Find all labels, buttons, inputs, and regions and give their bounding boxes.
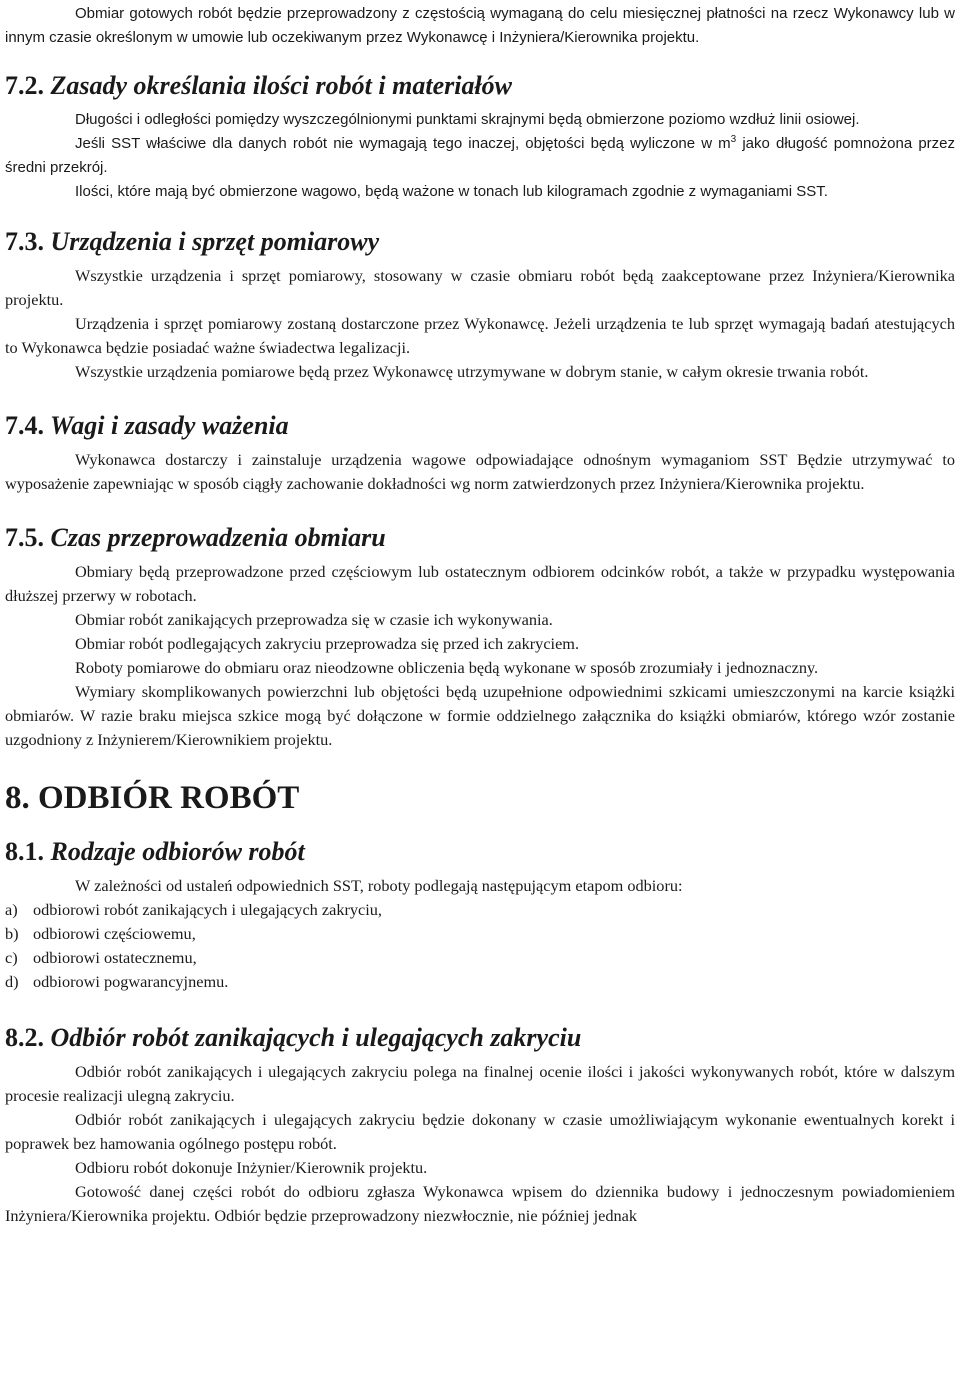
section-7-3-heading: [5, 226, 955, 258]
section-number: 7.3.: [5, 227, 44, 256]
paragraph: Odbioru robót dokonuje Inżynier/Kierownik projektu.: [75, 1158, 428, 1177]
section-title: Urządzenia i sprzęt pomiarowy: [50, 227, 380, 256]
stage-list: [5, 898, 955, 994]
section-7-2-heading: [5, 70, 955, 102]
paragraph-text: Jeśli SST właściwe dla danych robót nie wymagają tego inaczej, objętości będą wyliczone w m: [75, 135, 731, 152]
paragraph: Wykonawca dostarczy i zainstaluje urządzenia wagowe odpowiadające odnośnym wymaganiom SST Będzie utrzymywać to wyposażenie zapewniając w sposób ciągły zachowanie dokładności wg norm zatwierdzonych przez Inżyniera/Kierownika projektu.: [5, 450, 955, 493]
section-number: 7.4.: [5, 411, 44, 440]
paragraph: Obmiar robót podlegających zakryciu przeprowadza się przed ich zakryciem.: [75, 634, 580, 653]
list-label: b): [5, 924, 19, 943]
list-item: [5, 922, 955, 946]
paragraph: Wymiary skomplikowanych powierzchni lub objętości będą uzupełnione odpowiednimi szkicami umieszczonymi na karcie książki obmiarów. W razie braku miejsca szkice mogą być dołączone w formie oddzielnego załącznika do książki obmiarów, którego wzór zostanie uzgodniony z Inżynierem/Kierownikiem projektu.: [5, 682, 955, 749]
list-text: odbiorowi pogwarancyjnemu.: [33, 972, 229, 991]
list-text: odbiorowi częściowemu,: [33, 924, 196, 943]
paragraph: W zależności od ustaleń odpowiednich SST, roboty podlegają następującym etapom odbioru:: [75, 876, 683, 895]
section-title: Odbiór robót zanikających i ulegających zakryciu: [50, 1023, 582, 1052]
section-title: Zasady określania ilości robót i materiałów: [50, 71, 513, 100]
section-number: 7.2.: [5, 71, 44, 100]
list-label: a): [5, 900, 18, 919]
section-7-4-heading: [5, 410, 955, 442]
paragraph: Wszystkie urządzenia pomiarowe będą przez Wykonawcę utrzymywane w dobrym stanie, w całym okresie trwania robót.: [75, 362, 869, 381]
list-text: odbiorowi ostatecznemu,: [33, 948, 197, 967]
list-item: [5, 970, 955, 994]
section-8-1-heading: [5, 836, 955, 868]
list-item: [5, 898, 955, 922]
paragraph: [5, 132, 955, 180]
paragraph: Wszystkie urządzenia i sprzęt pomiarowy, stosowany w czasie obmiaru robót będą zaakceptowane przez Inżyniera/Kierownika projektu.: [5, 266, 955, 309]
section-7-5-heading: [5, 522, 955, 554]
list-text: odbiorowi robót zanikających i ulegających zakryciu,: [33, 900, 382, 919]
list-item: [5, 946, 955, 970]
paragraph: Odbiór robót zanikających i ulegających zakryciu będzie dokonany w czasie umożliwiającym wykonanie ewentualnych korekt i poprawek bez hamowania ogólnego postępu robót.: [5, 1110, 955, 1153]
section-title: Wagi i zasady ważenia: [50, 411, 289, 440]
paragraph: Gotowość danej części robót do odbioru zgłasza Wykonawca wpisem do dziennika budowy i jednoczesnym powiadomieniem Inżyniera/Kierownika projektu. Odbiór będzie przeprowadzony niezwłocznie, nie później jednak: [5, 1182, 955, 1225]
list-label: d): [5, 972, 19, 991]
paragraph: Obmiar robót zanikających przeprowadza się w czasie ich wykonywania.: [75, 610, 553, 629]
paragraph: Roboty pomiarowe do obmiaru oraz nieodzowne obliczenia będą wykonane w sposób zrozumiały i jednoznaczny.: [75, 658, 819, 677]
section-number: 7.5.: [5, 523, 44, 552]
chapter-8-heading: 8. ODBIÓR ROBÓT: [5, 780, 300, 816]
paragraph: Urządzenia i sprzęt pomiarowy zostaną dostarczone przez Wykonawcę. Jeżeli urządzenia te lub sprzęt wymagają badań atestujących to Wykonawca będzie posiadać ważne świadectwa legalizacji.: [5, 314, 955, 357]
superscript: 3: [730, 134, 737, 145]
section-8-2-heading: [5, 1022, 955, 1054]
paragraph: Obmiary będą przeprowadzone przed częściowym lub ostatecznym odbiorem odcinków robót, a także w przypadku występowania dłuższej przerwy w robotach.: [5, 562, 955, 605]
document-page: [5, 0, 955, 1228]
paragraph: Odbiór robót zanikających i ulegających zakryciu polega na finalnej ocenie ilości i jakości wykonywanych robót, które w dalszym procesie realizacji ulegną zakryciu.: [5, 1062, 955, 1105]
paragraph: Długości i odległości pomiędzy wyszczególnionymi punktami skrajnymi będą obmierzone poziomo wzdłuż linii osiowej.: [75, 111, 860, 128]
section-number: 8.2.: [5, 1023, 44, 1052]
section-title: Czas przeprowadzenia obmiaru: [50, 523, 386, 552]
intro-paragraph: Obmiar gotowych robót będzie przeprowadzony z częstością wymaganą do celu miesięcznej płatności na rzecz Wykonawcy lub w innym czasie określonym w umowie lub oczekiwanym przez Wykonawcę i Inżyniera/Kierownika projektu.: [5, 5, 955, 46]
paragraph: Ilości, które mają być obmierzone wagowo, będą ważone w tonach lub kilogramach zgodnie z wymaganiami SST.: [75, 183, 828, 200]
paragraph-text: jako długość pomnożona przez średni przekrój.: [5, 135, 955, 176]
section-number: 8.1.: [5, 837, 44, 866]
list-label: c): [5, 948, 18, 967]
section-title: Rodzaje odbiorów robót: [50, 837, 305, 866]
